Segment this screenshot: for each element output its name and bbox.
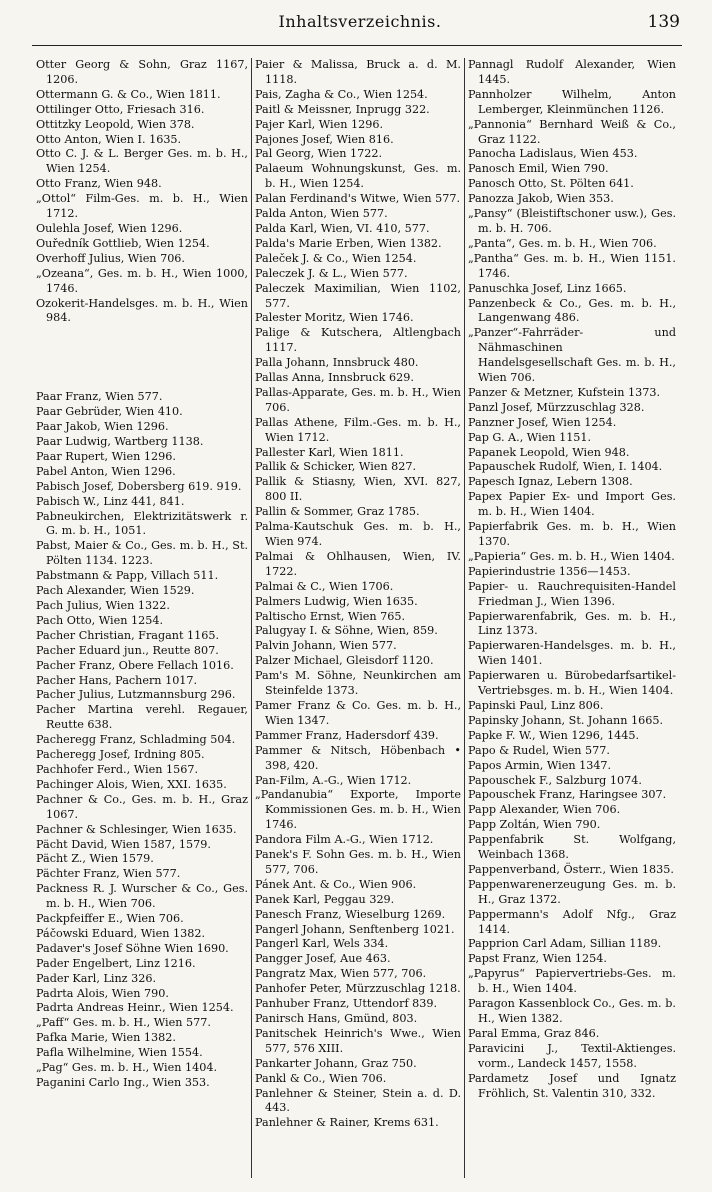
directory-entry: Panlehner & Rainer, Krems 631. xyxy=(255,1116,439,1130)
header-rule xyxy=(32,45,682,46)
directory-entry: Pabneukirchen, Elektrizitätswerk r. G. m. b. H., 1051. xyxy=(36,509,248,538)
directory-entry: Paleczek Maximilian, Wien 1102, 577. xyxy=(255,281,461,310)
page-header xyxy=(0,6,712,46)
directory-entry: Pallas Athene, Film.-Ges. m. b. H., Wien 1712. xyxy=(255,415,461,444)
directory-entry: Papos Armin, Wien 1347. xyxy=(468,758,612,772)
directory-entry: „Panzer“-Fahrräder- und Nähmaschinen Handelsgesellschaft Ges. m. b. H., Wien 706. xyxy=(468,326,676,385)
page-title: Inhaltsverzeichnis. xyxy=(278,12,442,31)
directory-entry: Papinski Paul, Linz 806. xyxy=(468,698,604,712)
directory-entry: Pappenwarenerzeugung Ges. m. b. H., Graz 1372. xyxy=(468,877,676,906)
directory-entry: „Pandanubia“ Exporte, Importe Kommissionen Ges. m. b. H., Wien 1746. xyxy=(255,788,461,832)
directory-entry: Papo & Rudel, Wien 577. xyxy=(468,743,610,757)
directory-entry: Pappermann's Adolf Nfg., Graz 1414. xyxy=(468,907,676,936)
directory-entry: „Paff“ Ges. m. b. H., Wien 577. xyxy=(36,1016,211,1030)
directory-entry: Panzner Josef, Wien 1254. xyxy=(468,415,617,429)
directory-entry: Pam's M. Söhne, Neunkirchen am Steinfelde 1373. xyxy=(255,669,461,698)
directory-entry: Otto C. J. & L. Berger Ges. m. b. H., Wien 1254. xyxy=(36,147,248,176)
directory-entry: Pacher Franz, Obere Fellach 1016. xyxy=(36,658,234,672)
directory-entry: „Papyrus“ Papiervertriebs-Ges. m. b. H., Wien 1404. xyxy=(468,967,676,996)
directory-entry: Paleček J. & Co., Wien 1254. xyxy=(255,251,417,265)
directory-entry: Pafla Wilhelmine, Wien 1554. xyxy=(36,1046,203,1060)
column-divider xyxy=(251,58,252,1178)
directory-entry: Palugyay I. & Söhne, Wien, 859. xyxy=(255,624,438,638)
directory-entry: Pankarter Johann, Graz 750. xyxy=(255,1056,417,1070)
directory-entry: Pangerl Karl, Wels 334. xyxy=(255,937,389,951)
directory-entry: „Ottol“ Film-Ges. m. b. H., Wien 1712. xyxy=(36,192,248,221)
directory-entry: Panosch Otto, St. Pölten 641. xyxy=(468,177,634,191)
directory-entry: Ottitzky Leopold, Wien 378. xyxy=(36,117,195,131)
directory-entry: Overhoff Julius, Wien 706. xyxy=(36,251,185,265)
directory-entry: Pais, Zagha & Co., Wien 1254. xyxy=(255,87,428,101)
directory-entry: Panosch Emil, Wien 790. xyxy=(468,162,609,176)
directory-entry: Pacher Eduard jun., Reutte 807. xyxy=(36,643,219,657)
directory-entry: Panuschka Josef, Linz 1665. xyxy=(468,281,627,295)
directory-entry: Padrta Alois, Wien 790. xyxy=(36,986,169,1000)
directory-entry: Palester Moritz, Wien 1746. xyxy=(255,311,414,325)
page-number: 139 xyxy=(647,12,680,32)
directory-entry: Ottermann G. & Co., Wien 1811. xyxy=(36,87,221,101)
directory-entry: „Papieria“ Ges. m. b. H., Wien 1404. xyxy=(468,549,675,563)
directory-entry: Panek Karl, Peggau 329. xyxy=(255,892,395,906)
directory-entry: Papex Papier Ex- und Import Ges. m. b. H., Wien 1404. xyxy=(468,490,676,519)
directory-entry: Papierfabrik Ges. m. b. H., Wien 1370. xyxy=(468,520,676,548)
directory-entry: Papouschek Franz, Haringsee 307. xyxy=(468,788,667,802)
directory-entry: Pachhofer Ferd., Wien 1567. xyxy=(36,762,199,776)
directory-entry: Pallas Anna, Innsbruck 629. xyxy=(255,371,414,385)
directory-entry: Pappenfabrik St. Wolfgang, Weinbach 1368. xyxy=(468,833,676,862)
directory-entry: Papst Franz, Wien 1254. xyxy=(468,952,607,966)
directory-entry: Palda Anton, Wien 577. xyxy=(255,207,388,221)
directory-entry: Paar Rupert, Wien 1296. xyxy=(36,449,176,463)
directory-entry: Panzenbeck & Co., Ges. m. b. H., Langenwang 486. xyxy=(468,296,676,325)
directory-entry: Panzer & Metzner, Kufstein 1373. xyxy=(468,385,661,399)
directory-entry: Páčowski Eduard, Wien 1382. xyxy=(36,926,206,940)
directory-entry: Pabisch Josef, Dobersberg 619. 919. xyxy=(36,479,242,493)
directory-entry: Pach Alexander, Wien 1529. xyxy=(36,584,195,598)
directory-entry: Pallik & Schicker, Wien 827. xyxy=(255,460,417,474)
directory-entry: Palda's Marie Erben, Wien 1382. xyxy=(255,236,442,250)
directory-entry: Pacher Martina verehl. Regauer, Reutte 638. xyxy=(36,703,248,732)
directory-entry: Panlehner & Steiner, Stein a. d. D. 443. xyxy=(255,1086,461,1115)
directory-entry: Papierindustrie 1356—1453. xyxy=(468,564,631,578)
directory-entry: Padrta Andreas Heinr., Wien 1254. xyxy=(36,1001,234,1015)
directory-entry: Paltischo Ernst, Wien 765. xyxy=(255,609,406,623)
column-1 xyxy=(36,58,248,1091)
directory-entry: Pächt David, Wien 1587, 1579. xyxy=(36,837,211,851)
directory-entry: Pangerl Johann, Senftenberg 1021. xyxy=(255,922,455,936)
directory-entry: Papprion Carl Adam, Sillian 1189. xyxy=(468,937,662,951)
directory-entry: Pánek Ant. & Co., Wien 906. xyxy=(255,877,417,891)
directory-entry: Papp Alexander, Wien 706. xyxy=(468,803,621,817)
directory-entry: Pajer Karl, Wien 1296. xyxy=(255,117,384,131)
directory-entry: Palmers Ludwig, Wien 1635. xyxy=(255,594,418,608)
directory-entry: Palmai & C., Wien 1706. xyxy=(255,579,394,593)
directory-entry: „Panta“, Ges. m. b. H., Wien 706. xyxy=(468,236,657,250)
directory-entry: Pabstmann & Papp, Villach 511. xyxy=(36,569,219,583)
directory-entry: Ouředník Gottlieb, Wien 1254. xyxy=(36,236,210,250)
directory-entry: Panek's F. Sohn Ges. m. b. H., Wien 577, 706. xyxy=(255,848,461,876)
directory-entry: Palaeum Wohnungskunst, Ges. m. b. H., Wien 1254. xyxy=(255,162,461,191)
directory-entry: Pachner & Co., Ges. m. b. H., Graz 1067. xyxy=(36,792,248,821)
directory-entry: Ozokerit-Handelsges. m. b. H., Wien 984. xyxy=(36,296,248,325)
directory-entry: Papierwarenfabrik, Ges. m. b. H., Linz 1373. xyxy=(468,609,676,638)
directory-entry: Pabst, Maier & Co., Ges. m. b. H., St. Pölten 1134. 1223. xyxy=(36,539,248,568)
section-gap xyxy=(36,326,248,390)
directory-entry: Panzl Josef, Mürzzuschlag 328. xyxy=(468,400,645,414)
directory-entry: Pallester Karl, Wien 1811. xyxy=(255,445,404,459)
directory-entry: „Pantha“ Ges. m. b. H., Wien 1151. 1746. xyxy=(468,251,676,280)
directory-entry: Pallas-Apparate, Ges. m. b. H., Wien 706. xyxy=(255,385,461,414)
directory-entry: Pardametz Josef und Ignatz Fröhlich, St. Valentin 310, 332. xyxy=(468,1071,676,1100)
directory-entry: „Ozeana“, Ges. m. b. H., Wien 1000, 1746. xyxy=(36,266,248,295)
directory-entry: Pan-Film, A.-G., Wien 1712. xyxy=(255,773,412,787)
column-1-o-section xyxy=(36,58,248,326)
directory-entry: Pappenverband, Österr., Wien 1835. xyxy=(468,862,674,876)
directory-entry: Paragon Kassenblock Co., Ges. m. b. H., Wien 1382. xyxy=(468,997,676,1025)
directory-entry: Papier- u. Rauchrequisiten-Handel Friedman J., Wien 1396. xyxy=(468,579,676,608)
directory-entry: „Pansy“ (Bleistiftschoner usw.), Ges. m. b. H. 706. xyxy=(468,207,676,235)
directory-entry: Paar Franz, Wien 577. xyxy=(36,390,163,404)
directory-entry: Palmai & Ohlhausen, Wien, IV. 1722. xyxy=(255,549,461,578)
directory-entry: Paitl & Meissner, Inprugg 322. xyxy=(255,102,430,116)
directory-entry: „Pag“ Ges. m. b. H., Wien 1404. xyxy=(36,1061,218,1075)
directory-entry: Pap G. A., Wien 1151. xyxy=(468,430,592,444)
directory-entry: Oulehla Josef, Wien 1296. xyxy=(36,221,183,235)
directory-entry: Palige & Kutschera, Altlengbach 1117. xyxy=(255,326,461,355)
directory-entry: Paar Jakob, Wien 1296. xyxy=(36,420,169,434)
directory-entry: Panitschek Heinrich's Wwe., Wien 577, 576 XIII. xyxy=(255,1026,461,1055)
directory-entry: Paleczek J. & L., Wien 577. xyxy=(255,266,408,280)
directory-entry: Pafka Marie, Wien 1382. xyxy=(36,1031,176,1045)
directory-entry: Palla Johann, Innsbruck 480. xyxy=(255,356,419,370)
directory-entry: Papesch Ignaz, Lebern 1308. xyxy=(468,475,633,489)
directory-entry: Pannholzer Wilhelm, Anton Lemberger, Kleinmünchen 1126. xyxy=(468,87,676,116)
directory-entry: Pabel Anton, Wien 1296. xyxy=(36,464,176,478)
directory-entry: Pandora Film A.-G., Wien 1712. xyxy=(255,833,434,847)
directory-entry: Pach Julius, Wien 1322. xyxy=(36,599,170,612)
directory-entry: Pallin & Sommer, Graz 1785. xyxy=(255,505,420,519)
directory-entry: Pader Engelbert, Linz 1216. xyxy=(36,956,196,970)
directory-entry: Padaver's Josef Söhne Wien 1690. xyxy=(36,941,229,955)
directory-entry: Papanek Leopold, Wien 948. xyxy=(468,445,630,459)
directory-entry: Paganini Carlo Ing., Wien 353. xyxy=(36,1076,210,1089)
directory-entry: Papp Zoltán, Wien 790. xyxy=(468,818,601,832)
directory-entry: Otto Anton, Wien I. 1635. xyxy=(36,132,182,146)
directory-entry: Palzer Michael, Gleisdorf 1120. xyxy=(255,654,434,668)
directory-entry: Panirsch Hans, Gmünd, 803. xyxy=(255,1012,418,1025)
directory-entry: Paier & Malissa, Bruck a. d. M. 1118. xyxy=(255,58,461,86)
column-divider xyxy=(464,58,465,1178)
directory-entry: Palda Karl, Wien, VI. 410, 577. xyxy=(255,221,430,235)
directory-entry: Paar Gebrüder, Wien 410. xyxy=(36,405,183,419)
directory-entry: Panocha Ladislaus, Wien 453. xyxy=(468,147,638,161)
directory-entry: Pajones Josef, Wien 816. xyxy=(255,132,394,146)
directory-entry: Pachner & Schlesinger, Wien 1635. xyxy=(36,822,237,836)
directory-entry: Pacher Christian, Fragant 1165. xyxy=(36,628,220,642)
directory-entry: Pammer Franz, Hadersdorf 439. xyxy=(255,728,439,742)
directory-entry: Pangratz Max, Wien 577, 706. xyxy=(255,967,427,981)
column-2 xyxy=(255,58,461,1131)
directory-entry: Packpfeiffer E., Wien 706. xyxy=(36,912,184,926)
column-3 xyxy=(468,58,676,1101)
directory-entry: Papierwaren-Handelsges. m. b. H., Wien 1401. xyxy=(468,639,676,668)
directory-entry: Ottilinger Otto, Friesach 316. xyxy=(36,102,205,116)
directory-entry: Pacheregg Franz, Schladming 504. xyxy=(36,733,236,747)
directory-entry: Panesch Franz, Wieselburg 1269. xyxy=(255,907,446,921)
directory-entry: Pangger Josef, Aue 463. xyxy=(255,952,391,966)
directory-entry: Pachinger Alois, Wien, XXI. 1635. xyxy=(36,777,227,791)
directory-entry: Paar Ludwig, Wartberg 1138. xyxy=(36,435,204,449)
directory-entry: Papauschek Rudolf, Wien, I. 1404. xyxy=(468,460,663,474)
directory-entry: Papierwaren u. Bürobedarfsartikel-Vertriebsges. m. b. H., Wien 1404. xyxy=(468,669,676,698)
directory-entry: Paravicini J., Textil-Aktienges. vorm., Landeck 1457, 1558. xyxy=(468,1041,676,1070)
directory-entry: Pannagl Rudolf Alexander, Wien 1445. xyxy=(468,58,676,86)
directory-entry: Pächt Z., Wien 1579. xyxy=(36,852,154,866)
directory-entry: Pader Karl, Linz 326. xyxy=(36,971,157,985)
directory-entry: Pacheregg Josef, Irdning 805. xyxy=(36,748,205,762)
directory-entry: Panhofer Peter, Mürzzuschlag 1218. xyxy=(255,982,461,996)
directory-entry: Papinsky Johann, St. Johann 1665. xyxy=(468,713,664,727)
directory-entry: Panhuber Franz, Uttendorf 839. xyxy=(255,997,438,1011)
directory-entry: Pächter Franz, Wien 577. xyxy=(36,867,181,881)
directory-entry: Papke F. W., Wien 1296, 1445. xyxy=(468,728,640,742)
directory-entry: Otto Franz, Wien 948. xyxy=(36,177,162,191)
directory-entry: Panozza Jakob, Wien 353. xyxy=(468,192,614,206)
directory-entry: Palvin Johann, Wien 577. xyxy=(255,639,397,653)
directory-entry: Palan Ferdinand's Witwe, Wien 577. xyxy=(255,192,461,206)
directory-entry: Pallik & Stiasny, Wien, XVI. 827, 800 II. xyxy=(255,475,461,504)
directory-entry: Papouschek F., Salzburg 1074. xyxy=(468,773,642,787)
directory-entry: Paral Emma, Graz 846. xyxy=(468,1026,600,1040)
directory-entry: Pacher Hans, Pachern 1017. xyxy=(36,673,198,687)
directory-entry: Pankl & Co., Wien 706. xyxy=(255,1071,387,1085)
directory-entry: Pammer & Nitsch, Höbenbach • 398, 420. xyxy=(255,743,461,772)
directory-entry: Pach Otto, Wien 1254. xyxy=(36,613,164,627)
directory-entry: Pamer Franz & Co. Ges. m. b. H., Wien 1347. xyxy=(255,698,461,727)
directory-entry: Packness R. J. Wurscher & Co., Ges. m. b. H., Wien 706. xyxy=(36,882,248,911)
directory-entry: Pabisch W., Linz 441, 841. xyxy=(36,494,185,508)
directory-entry: Pacher Julius, Lutzmannsburg 296. xyxy=(36,688,236,702)
directory-entry: Palma-Kautschuk Ges. m. b. H., Wien 974. xyxy=(255,520,461,548)
directory-entry: Pal Georg, Wien 1722. xyxy=(255,147,383,161)
directory-entry: Otter Georg & Sohn, Graz 1167, 1206. xyxy=(36,58,248,86)
directory-entry: „Pannonia“ Bernhard Weiß & Co., Graz 1122. xyxy=(468,117,676,146)
column-1-p-section xyxy=(36,390,248,1091)
